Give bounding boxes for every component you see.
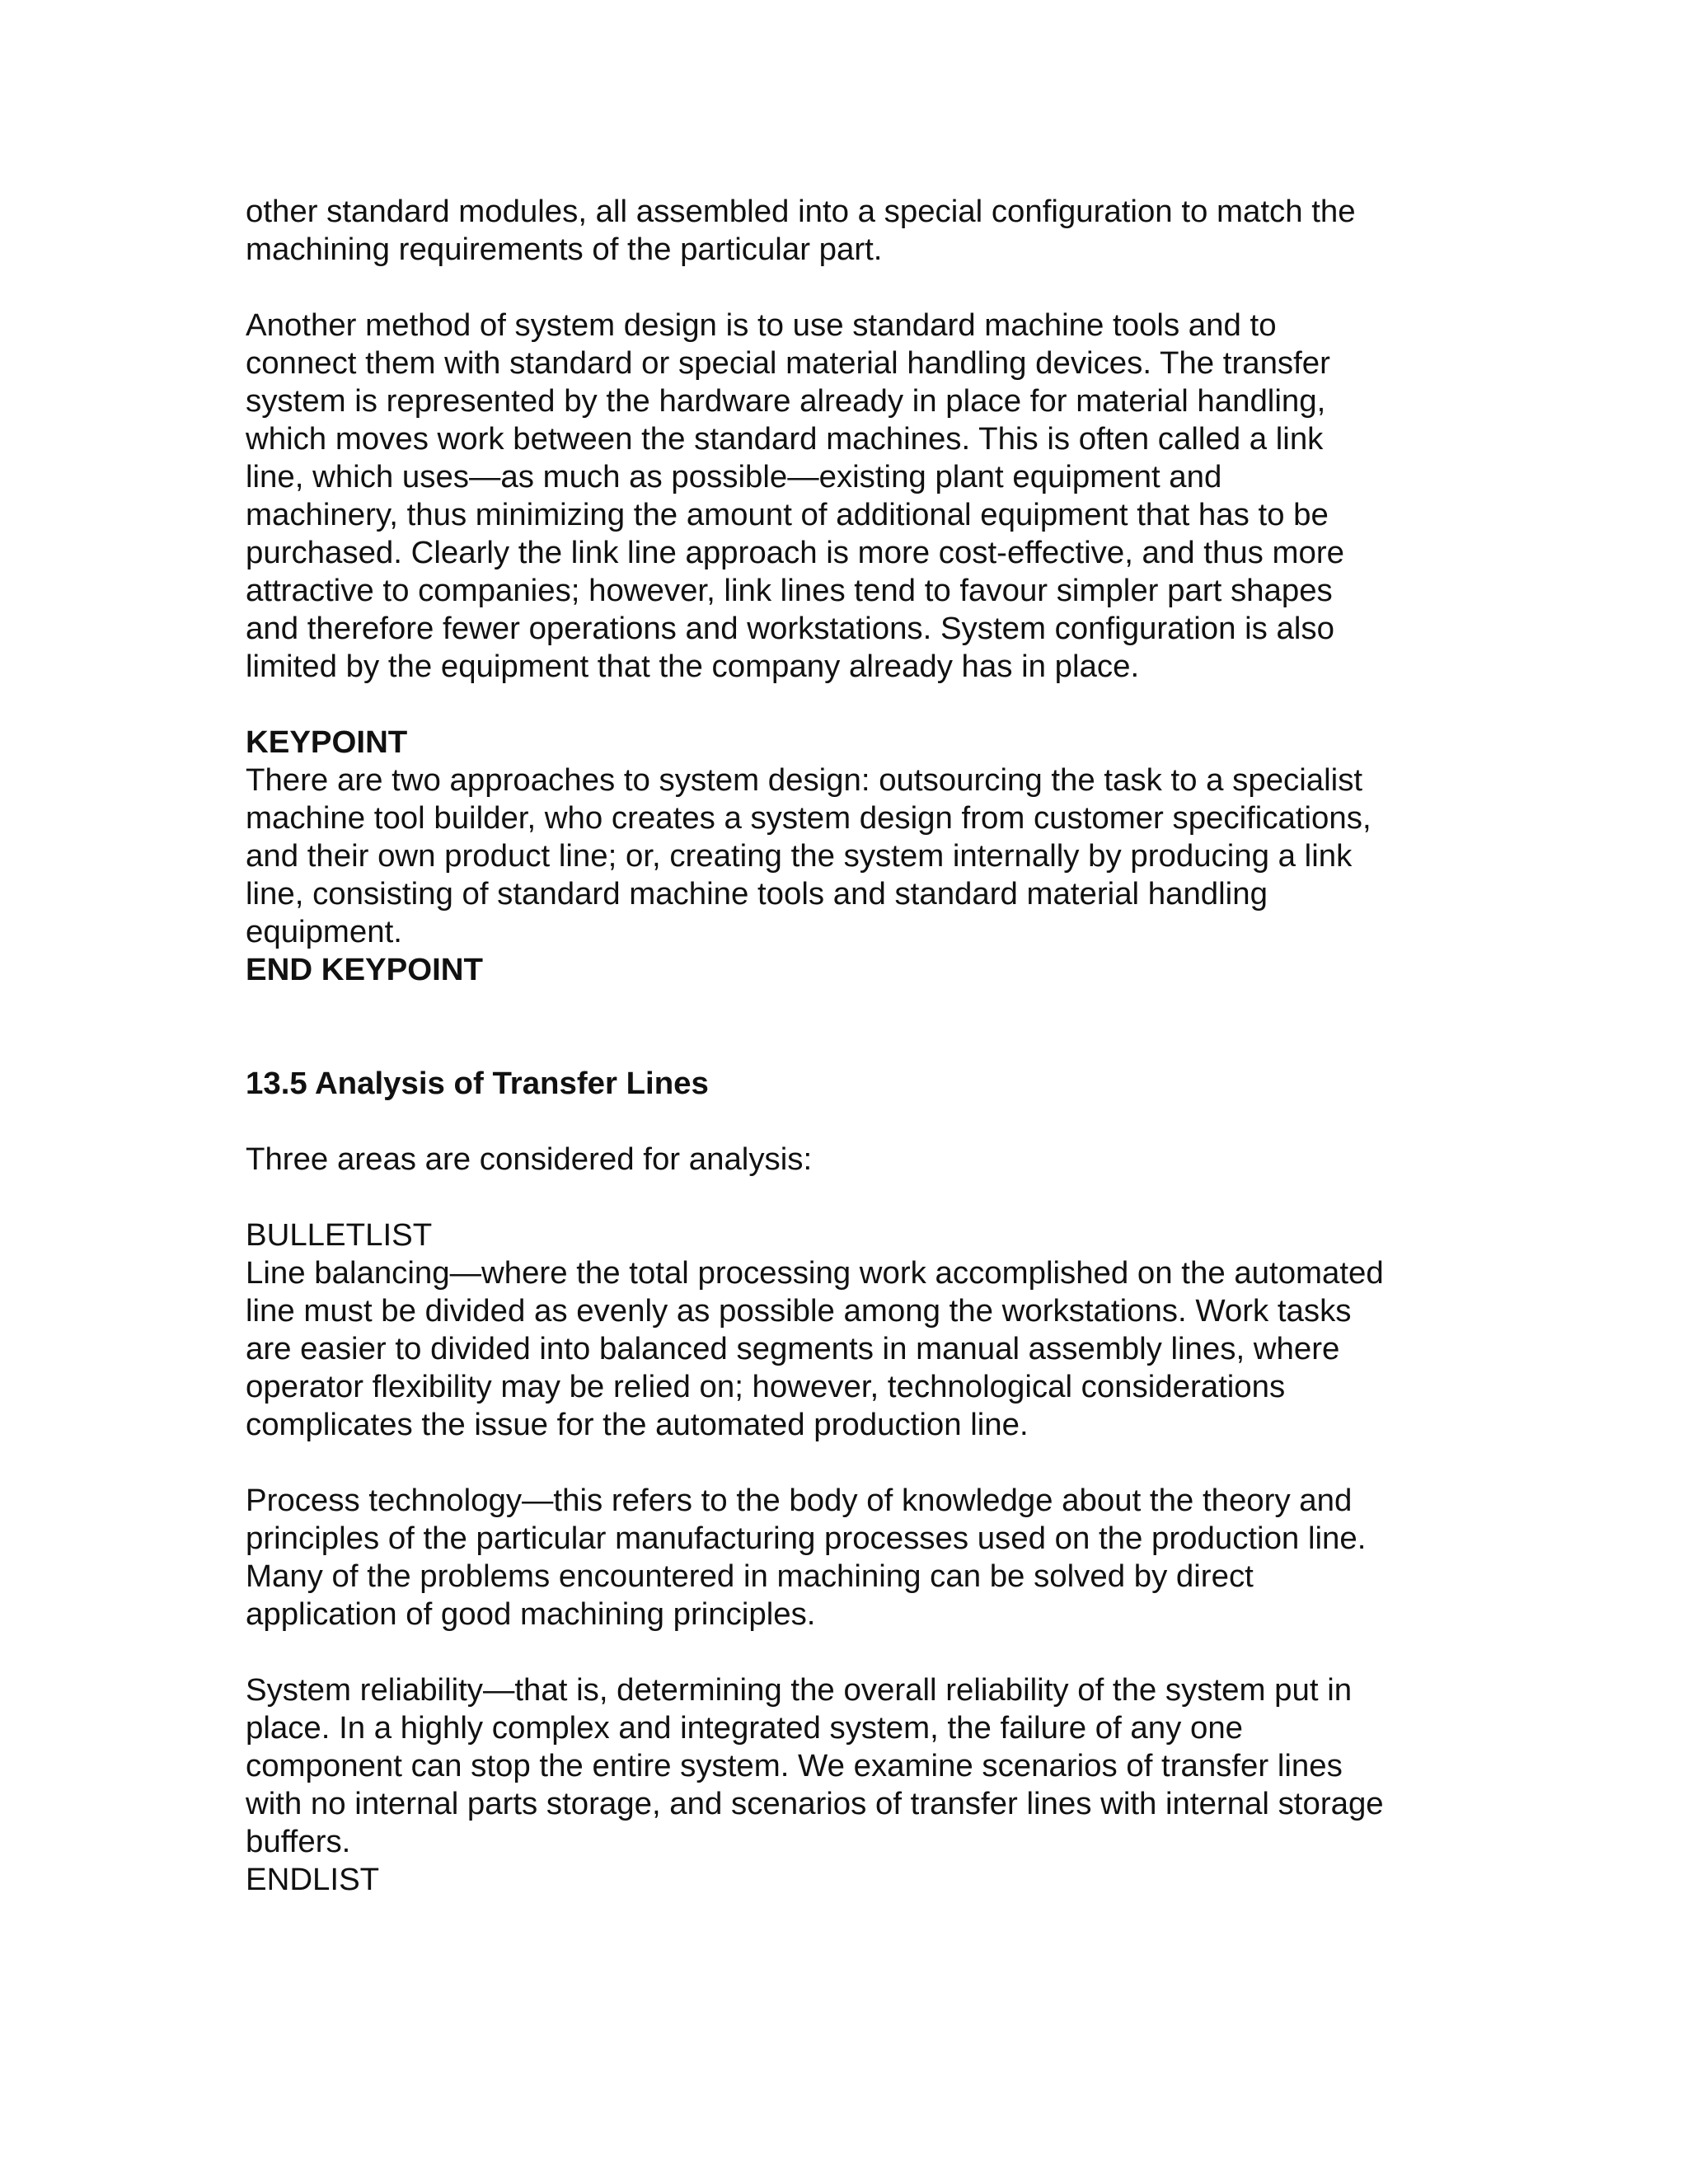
text-line: principles of the particular manufacturing processes used on the production line. (246, 1521, 1367, 1556)
keypoint-block (246, 724, 1465, 989)
text-line: machine tool builder, who creates a system design from customer specifications, (246, 800, 1372, 836)
keypoint-start-label: KEYPOINT (246, 724, 408, 760)
section-gap (246, 989, 1465, 1065)
text-line: component can stop the entire system. We examine scenarios of transfer lines (246, 1748, 1343, 1783)
text-line: attractive to companies; however, link lines tend to favour simpler part shapes (246, 573, 1333, 608)
text-line: complicates the issue for the automated production line. (246, 1407, 1029, 1442)
text-line: machinery, thus minimizing the amount of additional equipment that has to be (246, 497, 1329, 532)
text-line: limited by the equipment that the company already has in place. (246, 649, 1140, 684)
link-line-paragraph (246, 307, 1465, 686)
document-page (246, 193, 1465, 1899)
text-line: and therefore fewer operations and workstations. System configuration is also (246, 611, 1334, 646)
text-line: which moves work between the standard machines. This is often called a link (246, 421, 1324, 457)
section-intro: Three areas are considered for analysis: (246, 1141, 813, 1177)
paragraph-gap (246, 269, 1465, 307)
text-line: other standard modules, all assembled into a special configuration to match the (246, 194, 1356, 229)
text-line: connect them with standard or special material handling devices. The transfer (246, 345, 1330, 381)
bulletlist-end-label: ENDLIST (246, 1862, 380, 1897)
paragraph-gap (246, 1444, 1465, 1482)
text-line: Process technology—this refers to the body of knowledge about the theory and (246, 1483, 1353, 1518)
list-item (246, 1254, 1465, 1444)
text-line: line, which uses—as much as possible—existing plant equipment and (246, 459, 1222, 494)
bulletlist-block (246, 1216, 1465, 1899)
paragraph-gap (246, 1103, 1465, 1141)
text-line: machining requirements of the particular part. (246, 232, 883, 267)
text-line: purchased. Clearly the link line approach is more cost-effective, and thus more (246, 535, 1344, 570)
section-heading-block (246, 1065, 1465, 1103)
text-line: application of good machining principles. (246, 1596, 816, 1632)
bulletlist-start-label: BULLETLIST (246, 1217, 433, 1253)
text-line: Many of the problems encountered in machining can be solved by direct (246, 1558, 1254, 1594)
text-line: line, consisting of standard machine tools and standard material handling (246, 876, 1268, 912)
list-item (246, 1671, 1465, 1861)
paragraph-gap (246, 686, 1465, 724)
intro-paragraph (246, 193, 1465, 269)
text-line: There are two approaches to system design: outsourcing the task to a specialist (246, 762, 1363, 798)
text-line: with no internal parts storage, and scenarios of transfer lines with internal storage (246, 1786, 1384, 1821)
text-line: buffers. (246, 1824, 351, 1859)
paragraph-gap (246, 1179, 1465, 1216)
keypoint-end-label: END KEYPOINT (246, 952, 483, 987)
text-line: are easier to divided into balanced segments in manual assembly lines, where (246, 1331, 1340, 1366)
section-heading: 13.5 Analysis of Transfer Lines (246, 1066, 709, 1101)
list-item (246, 1482, 1465, 1633)
text-line: Another method of system design is to use standard machine tools and to (246, 307, 1277, 343)
paragraph-gap (246, 1633, 1465, 1671)
text-line: and their own product line; or, creating the system internally by producing a link (246, 838, 1353, 874)
text-line: System reliability—that is, determining the overall reliability of the system put in (246, 1672, 1353, 1708)
section-intro-block (246, 1141, 1465, 1179)
text-line: equipment. (246, 914, 402, 949)
text-line: line must be divided as evenly as possible among the workstations. Work tasks (246, 1293, 1352, 1329)
text-line: place. In a highly complex and integrated system, the failure of any one (246, 1710, 1244, 1746)
text-line: system is represented by the hardware already in place for material handling, (246, 383, 1326, 419)
text-line: operator flexibility may be relied on; however, technological considerations (246, 1369, 1286, 1404)
text-line: Line balancing—where the total processing work accomplished on the automated (246, 1255, 1384, 1291)
